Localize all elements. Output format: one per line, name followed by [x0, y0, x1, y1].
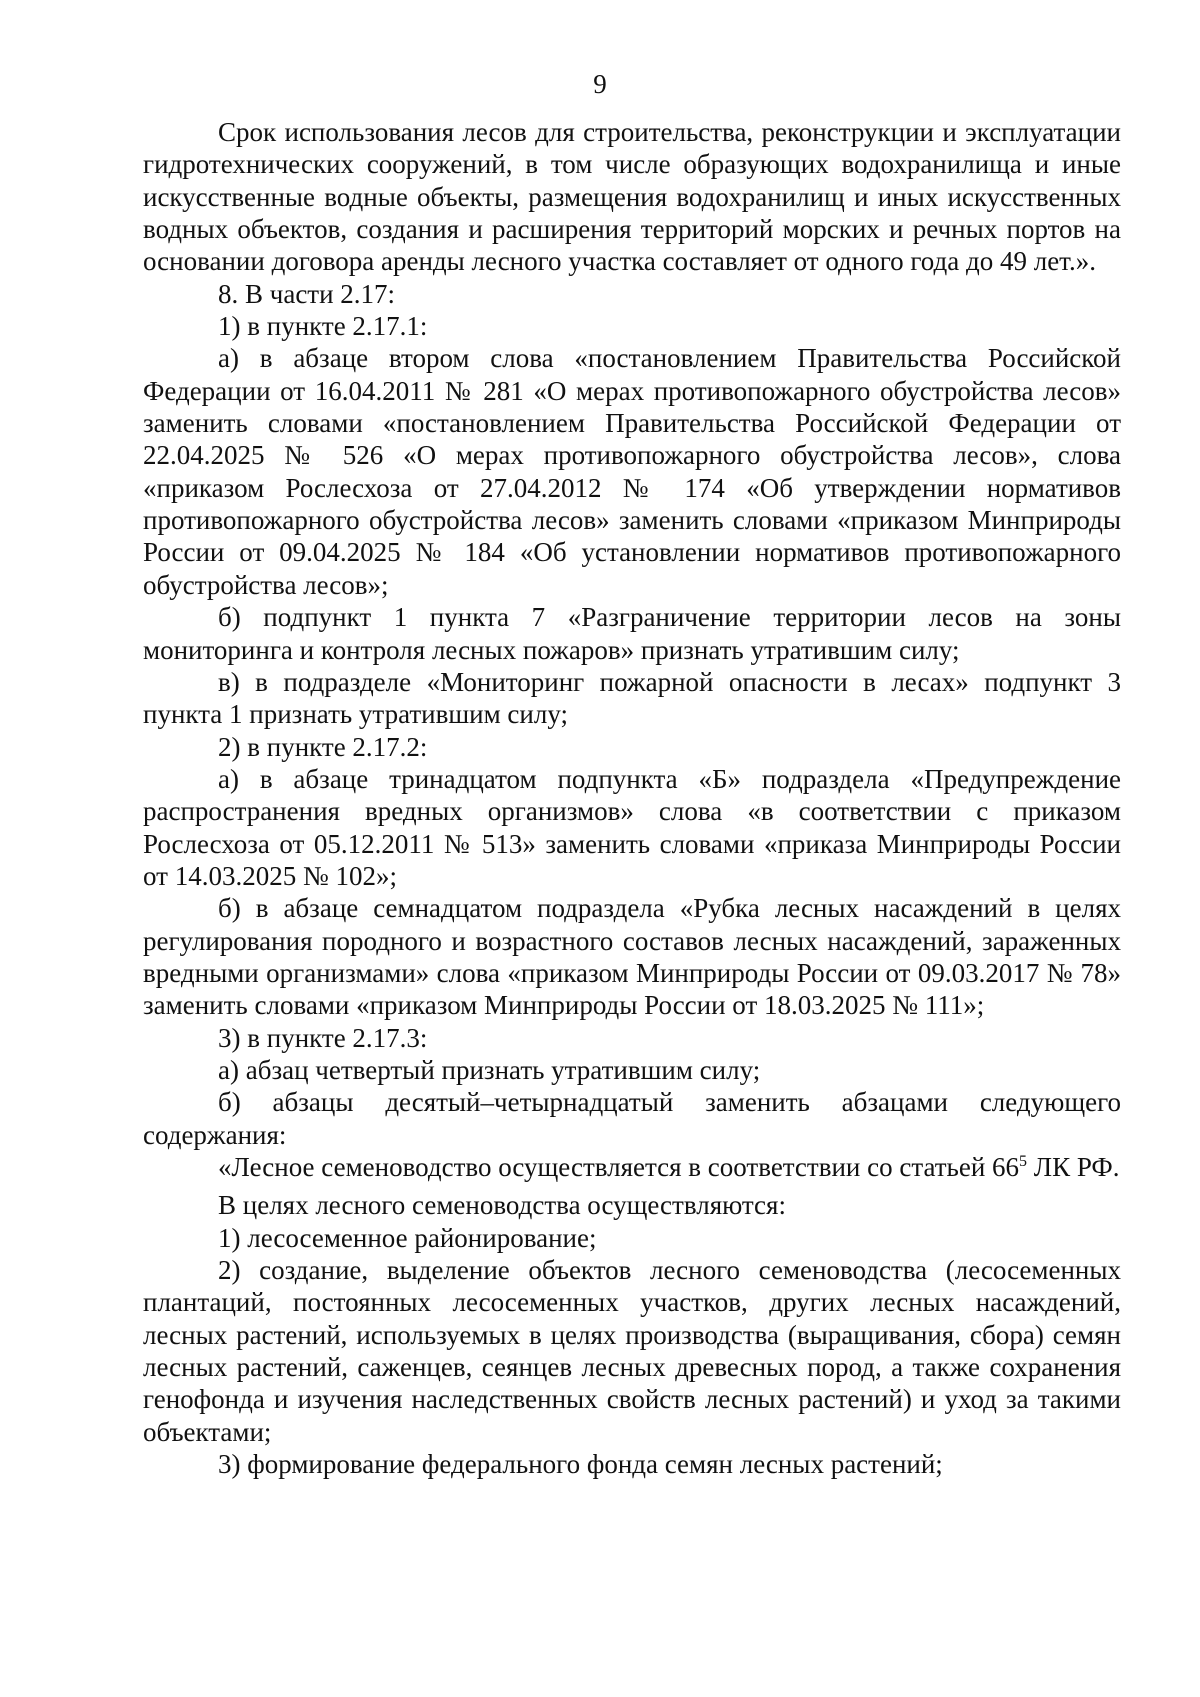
paragraph-lease-term: Срок использования лесов для строительства, реконструкции и эксплуатации гидротехнических сооружений, в том числе образующих водохранилища и иные искусственные водные объекты, размещения водохранилищ и иных искусственных водных объектов, создания и расширения территорий морских и речных портов на основании договора аренды лесного участка составляет от одного года до 49 лет.». [143, 117, 1121, 277]
list-item-3: 3) формирование федерального фонда семян лесных растений; [218, 1449, 943, 1480]
page-number: 9 [593, 69, 607, 99]
paragraph-subitem-b-2: б) в абзаце семнадцатом подраздела «Рубка лесных насаждений в целях регулирования породного и возрастного составов лесных насаждений, зараженных вредными организмами» слова «приказом Минприроды России от 09.03.2017 № 78» заменить словами «приказом Минприроды России от 18.03.2025 № 111»; [143, 893, 1121, 1021]
paragraph-subitem-a-3: а) абзац четвертый признать утратившим силу; [218, 1054, 761, 1085]
paragraph-section-8: 8. В части 2.17: [218, 278, 396, 309]
paragraph-item-2-17-2: 2) в пункте 2.17.2: [218, 731, 428, 762]
paragraph-subitem-b: б) подпункт 1 пункта 7 «Разграничение территории лесов на зоны мониторинга и контроля лесных пожаров» признать утратившим силу; [143, 602, 1121, 665]
paragraph-item-2-17-1: 1) в пункте 2.17.1: [218, 311, 428, 342]
paragraph-subitem-a-2: а) в абзаце тринадцатом подпункта «Б» подраздела «Предупреждение распространения вредных организмов» слова «в соответствии с приказом Рослесхоза от 05.12.2011 № 513» заменить словами «приказа Минприроды России от 14.03.2025 № 102»; [143, 763, 1121, 891]
paragraph-subitem-v: в) в подразделе «Мониторинг пожарной опасности в лесах» подпункт 3 пункта 1 признать утратившим силу; [143, 666, 1121, 730]
paragraph-subitem-a: а) в абзаце втором слова «постановлением Правительства Российской Федерации от 16.04.2011 № 281 «О мерах противопожарного обустройства лесов» заменить словами «постановлением Правительства Российской Федерации от 22.04.2025 № 526 «О мерах противопожарного обустройства лесов», слова «приказом Рослесхоза от 27.04.2012 № 174 «Об утверждении нормативов противопожарного обустройства лесов» заменить словами «приказом Минприроды России от 09.04.2025 № 184 «Об установлении нормативов противопожарного обустройства лесов»; [143, 343, 1121, 600]
paragraph-item-2-17-3: 3) в пункте 2.17.3: [218, 1022, 428, 1053]
paragraph-seed-production [143, 1151, 1121, 1183]
document-body [143, 116, 1121, 1480]
article-superscript: 5 [1019, 1153, 1028, 1170]
list-item-2: 2) создание, выделение объектов лесного семеноводства (лесосеменных плантаций, постоянных лесосеменных участков, других лесных насаждений, лесных растений, используемых в целях производства (выращивания, сбора) семян лесных растений, саженцев, сеянцев лесных древесных пород, а также сохранения генофонда и изучения наследственных свойств лесных растений) и уход за такими объектами; [143, 1255, 1121, 1447]
paragraph-seed-goals: В целях лесного семеноводства осуществляются: [218, 1190, 786, 1221]
list-item-1: 1) лесосеменное районирование; [218, 1222, 597, 1253]
paragraph-subitem-b-3: б) абзацы десятый–четырнадцатый заменить абзацами следующего содержания: [143, 1087, 1121, 1150]
seed-text-before: «Лесное семеноводство осуществляется в соответствии со статьей 66 [218, 1152, 1020, 1182]
seed-text-after: ЛК РФ. [1027, 1152, 1120, 1182]
